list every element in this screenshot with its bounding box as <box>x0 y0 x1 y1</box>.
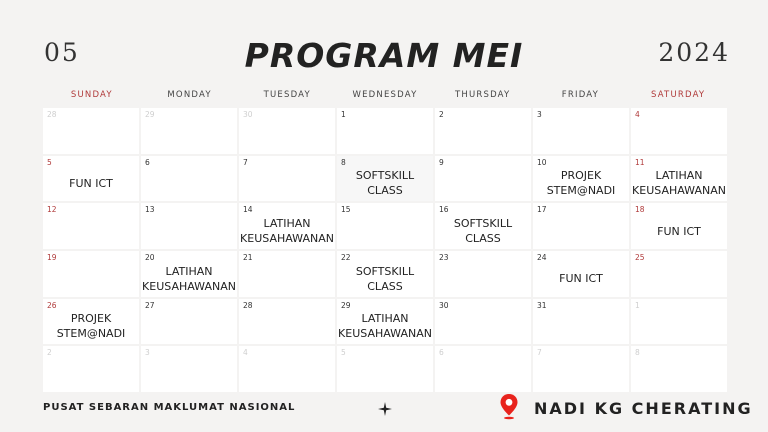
day-number: 12 <box>47 205 57 215</box>
day-number: 1 <box>635 300 640 310</box>
weekday-thursday: THURSDAY <box>454 90 511 100</box>
event-label: FUN ICT <box>559 272 603 286</box>
calendar-day-cell <box>337 299 433 345</box>
calendar-day-cell <box>435 251 531 297</box>
day-number: 13 <box>145 205 155 215</box>
calendar-day-cell <box>43 108 139 154</box>
year: 2024 <box>658 38 730 67</box>
weekday-header-row <box>43 90 727 104</box>
weekday-saturday: SATURDAY <box>650 90 706 100</box>
event-label: SOFTSKILL CLASS <box>355 264 415 293</box>
day-number: 31 <box>537 300 547 310</box>
day-number: 4 <box>243 348 248 358</box>
calendar-day-cell <box>141 203 237 249</box>
calendar-day-cell <box>43 251 139 297</box>
calendar-day-cell <box>337 346 433 392</box>
day-number: 29 <box>145 110 155 119</box>
day-number: 18 <box>635 205 645 215</box>
calendar-title: PROGRAM MEI <box>244 36 524 75</box>
day-number: 27 <box>145 300 155 310</box>
day-number: 26 <box>47 300 57 310</box>
day-number: 23 <box>439 253 449 262</box>
day-number: 30 <box>243 110 253 119</box>
day-number: 2 <box>47 348 52 358</box>
calendar-day-cell <box>435 299 531 345</box>
calendar-day-cell <box>141 251 237 297</box>
event-label: LATIHAN KEUSAHAWANAN <box>142 264 236 293</box>
day-number: 22 <box>341 253 351 262</box>
day-number: 6 <box>439 348 444 358</box>
calendar-day-cell <box>533 251 629 297</box>
day-number: 25 <box>635 253 645 262</box>
calendar-day-cell <box>631 156 727 202</box>
day-number: 5 <box>47 157 52 167</box>
day-number: 11 <box>635 157 645 167</box>
day-number: 14 <box>243 205 253 215</box>
calendar-day-cell <box>533 156 629 202</box>
day-number: 4 <box>635 110 640 119</box>
calendar-day-cell <box>337 108 433 154</box>
calendar-day-cell <box>533 108 629 154</box>
weekday-friday: FRIDAY <box>561 90 600 100</box>
map-pin-icon <box>499 393 519 420</box>
event-label: LATIHAN KEUSAHAWANAN <box>338 312 432 341</box>
day-number: 8 <box>341 157 346 167</box>
calendar-day-cell <box>631 346 727 392</box>
brand-name: NADI KG CHERATING <box>534 399 753 418</box>
calendar-day-cell <box>533 299 629 345</box>
day-number: 10 <box>537 157 547 167</box>
day-number: 8 <box>635 348 640 358</box>
day-number: 16 <box>439 205 449 215</box>
calendar-day-cell <box>141 299 237 345</box>
day-number: 2 <box>439 110 444 119</box>
day-number: 7 <box>243 157 248 167</box>
event-label: FUN ICT <box>657 224 701 238</box>
weekday-monday: MONDAY <box>167 90 212 100</box>
event-label: LATIHAN KEUSAHAWANAN <box>632 169 726 198</box>
day-number: 21 <box>243 253 253 262</box>
calendar-day-cell <box>239 251 335 297</box>
day-number: 1 <box>341 110 346 119</box>
calendar-day-cell <box>435 156 531 202</box>
day-number: 7 <box>537 348 542 358</box>
event-label: LATIHAN KEUSAHAWANAN <box>240 217 334 246</box>
day-number: 19 <box>47 253 57 262</box>
calendar-day-cell <box>239 108 335 154</box>
weekday-wednesday: WEDNESDAY <box>352 90 418 100</box>
day-number: 3 <box>145 348 150 358</box>
event-label: SOFTSKILL CLASS <box>453 217 513 246</box>
calendar-day-cell <box>43 203 139 249</box>
day-number: 30 <box>439 300 449 310</box>
day-number: 9 <box>439 157 444 167</box>
calendar-day-cell <box>631 299 727 345</box>
calendar-day-cell <box>43 156 139 202</box>
calendar-day-cell <box>239 156 335 202</box>
weekday-tuesday: TUESDAY <box>263 90 311 100</box>
event-label: FUN ICT <box>69 176 113 190</box>
event-label: PROJEK STEM@NADI <box>56 312 126 341</box>
day-number: 5 <box>341 348 346 358</box>
day-number: 15 <box>341 205 351 215</box>
calendar-day-cell <box>337 251 433 297</box>
calendar-day-cell <box>141 346 237 392</box>
calendar-day-cell <box>337 203 433 249</box>
day-number: 6 <box>145 157 150 167</box>
calendar-day-cell <box>631 203 727 249</box>
month-number: 05 <box>44 38 80 67</box>
calendar-day-cell <box>435 108 531 154</box>
calendar-day-cell <box>337 156 433 202</box>
calendar-day-cell <box>239 203 335 249</box>
day-number: 17 <box>537 205 547 215</box>
day-number: 28 <box>243 300 253 310</box>
four-point-star-icon <box>378 402 392 416</box>
event-label: SOFTSKILL CLASS <box>355 169 415 198</box>
calendar-day-cell <box>239 299 335 345</box>
calendar-day-cell <box>435 346 531 392</box>
calendar-day-cell <box>631 251 727 297</box>
calendar-day-cell <box>435 203 531 249</box>
day-number: 3 <box>537 110 542 119</box>
day-number: 28 <box>47 110 57 119</box>
calendar-day-cell <box>43 299 139 345</box>
calendar-day-cell <box>239 346 335 392</box>
day-number: 29 <box>341 300 351 310</box>
weekday-sunday: SUNDAY <box>70 90 113 100</box>
day-number: 20 <box>145 253 155 262</box>
calendar-day-cell <box>43 346 139 392</box>
calendar-day-cell <box>141 108 237 154</box>
calendar-day-cell <box>141 156 237 202</box>
organization-name: PUSAT SEBARAN MAKLUMAT NASIONAL <box>43 402 296 413</box>
calendar-day-cell <box>631 108 727 154</box>
calendar-day-cell <box>533 346 629 392</box>
day-number: 24 <box>537 253 547 262</box>
event-label: PROJEK STEM@NADI <box>546 169 616 198</box>
calendar-day-cell <box>533 203 629 249</box>
calendar-grid <box>43 108 727 392</box>
